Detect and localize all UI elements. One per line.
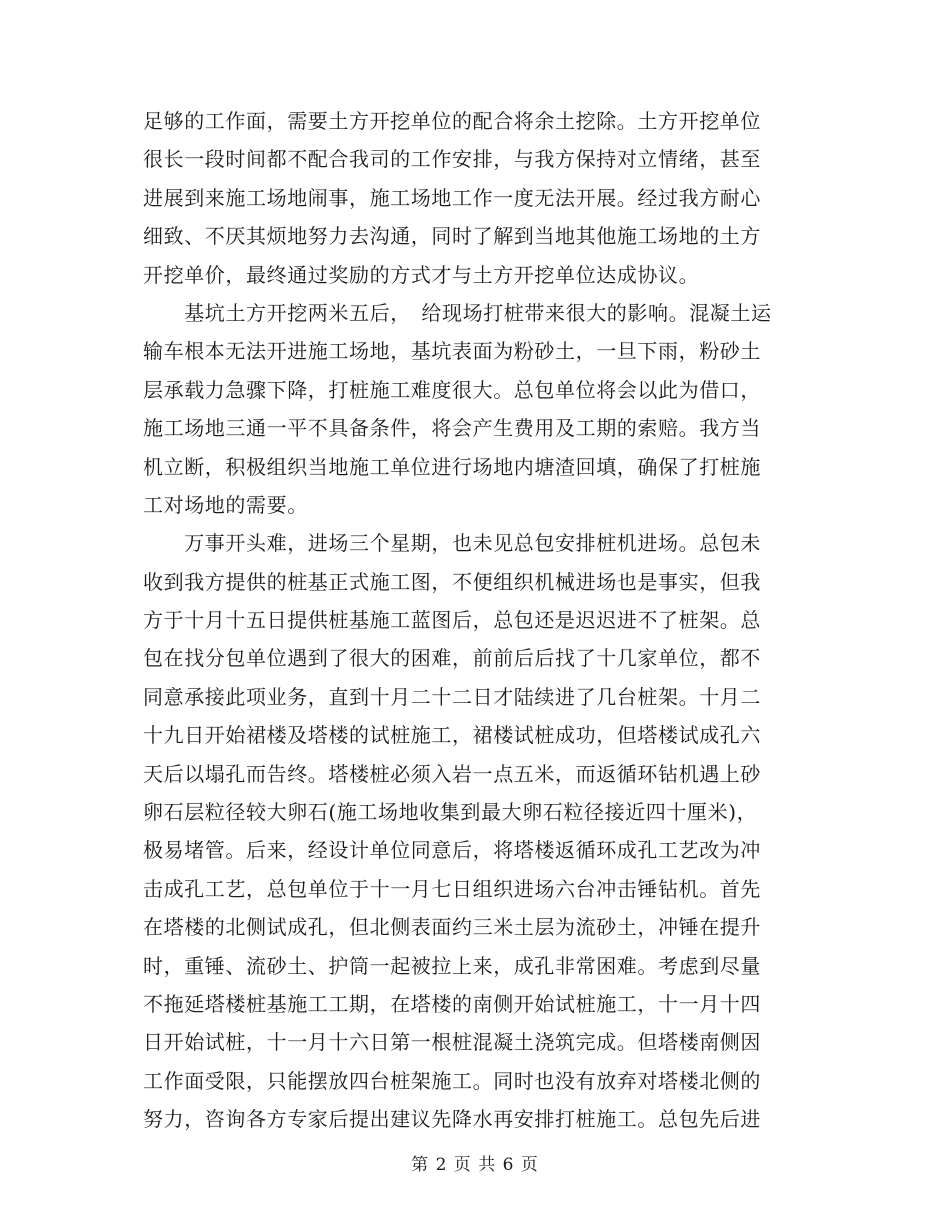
text-line: 在塔楼的北侧试成孔，但北侧表面约三米土层为流砂土，冲锤在提升	[143, 915, 761, 940]
text-line: 施工场地三通一平不具备条件，将会产生费用及工期的索赔。我方当	[143, 416, 761, 441]
page-number-footer: 第 2 页 共 6 页	[411, 1155, 539, 1175]
text-line: 输车根本无法开进施工场地，基坑表面为粉砂土，一旦下雨，粉砂土	[143, 339, 761, 364]
text-line: 开挖单价，最终通过奖励的方式才与土方开挖单位达成协议。	[143, 262, 700, 287]
text-line: 击成孔工艺，总包单位于十一月七日组织进场六台冲击锤钻机。首先	[143, 876, 761, 901]
text-line: 同意承接此项业务，直到十月二十二日才陆续进了几台桩架。十月二	[143, 684, 761, 709]
text-line: 机立断，积极组织当地施工单位进行场地内塘渣回填，确保了打桩施	[143, 454, 761, 479]
text-line: 不拖延塔楼桩基施工工期，在塔楼的南侧开始试桩施工，十一月十四	[143, 991, 761, 1016]
text-line: 努力，咨询各方专家后提出建议先降水再安排打桩施工。总包先后进	[143, 1107, 761, 1132]
text-line: 万事开头难，进场三个星期，也未见总包安排桩机进场。总包未	[143, 531, 761, 556]
text-line: 细致、不厌其烦地努力去沟通，同时了解到当地其他施工场地的土方	[143, 224, 761, 249]
text-line: 收到我方提供的桩基正式施工图，不便组织机械进场也是事实，但我	[143, 569, 761, 594]
text-line: 十九日开始裙楼及塔楼的试桩施工，裙楼试桩成功，但塔楼试成孔六	[143, 723, 761, 748]
text-line: 基坑土方开挖两米五后， 给现场打桩带来很大的影响。混凝土运	[143, 300, 772, 325]
text-line: 时，重锤、流砂土、护筒一起被拉上来，成孔非常困难。考虑到尽量	[143, 953, 761, 978]
text-line: 极易堵管。后来，经设计单位同意后，将塔楼返循环成孔工艺改为冲	[143, 838, 761, 863]
text-line: 日开始试桩，十一月十六日第一根桩混凝土浇筑完成。但塔楼南侧因	[143, 1030, 761, 1055]
text-line: 卵石层粒径较大卵石(施工场地收集到最大卵石粒径接近四十厘米)，	[143, 800, 758, 825]
text-line: 工对场地的需要。	[143, 492, 308, 517]
text-line: 很长一段时间都不配合我司的工作安排，与我方保持对立情绪，甚至	[143, 147, 761, 172]
text-line: 进展到来施工场地闹事，施工场地工作一度无法开展。经过我方耐心	[143, 185, 761, 210]
text-line: 天后以塌孔而告终。塔楼桩必须入岩一点五米，而返循环钻机遇上砂	[143, 761, 761, 786]
text-line: 足够的工作面，需要土方开挖单位的配合将余土挖除。土方开挖单位	[143, 109, 761, 133]
text-line: 层承载力急骤下降，打桩施工难度很大。总包单位将会以此为借口，	[143, 377, 761, 402]
text-line: 包在找分包单位遇到了很大的困难，前前后后找了十几家单位，都不	[143, 646, 761, 671]
text-line: 工作面受限，只能摆放四台桩架施工。同时也没有放弃对塔楼北侧的	[143, 1068, 761, 1093]
body-text	[143, 102, 803, 1139]
text-line: 方于十月十五日提供桩基施工蓝图后，总包还是迟迟进不了桩架。总	[143, 608, 761, 633]
